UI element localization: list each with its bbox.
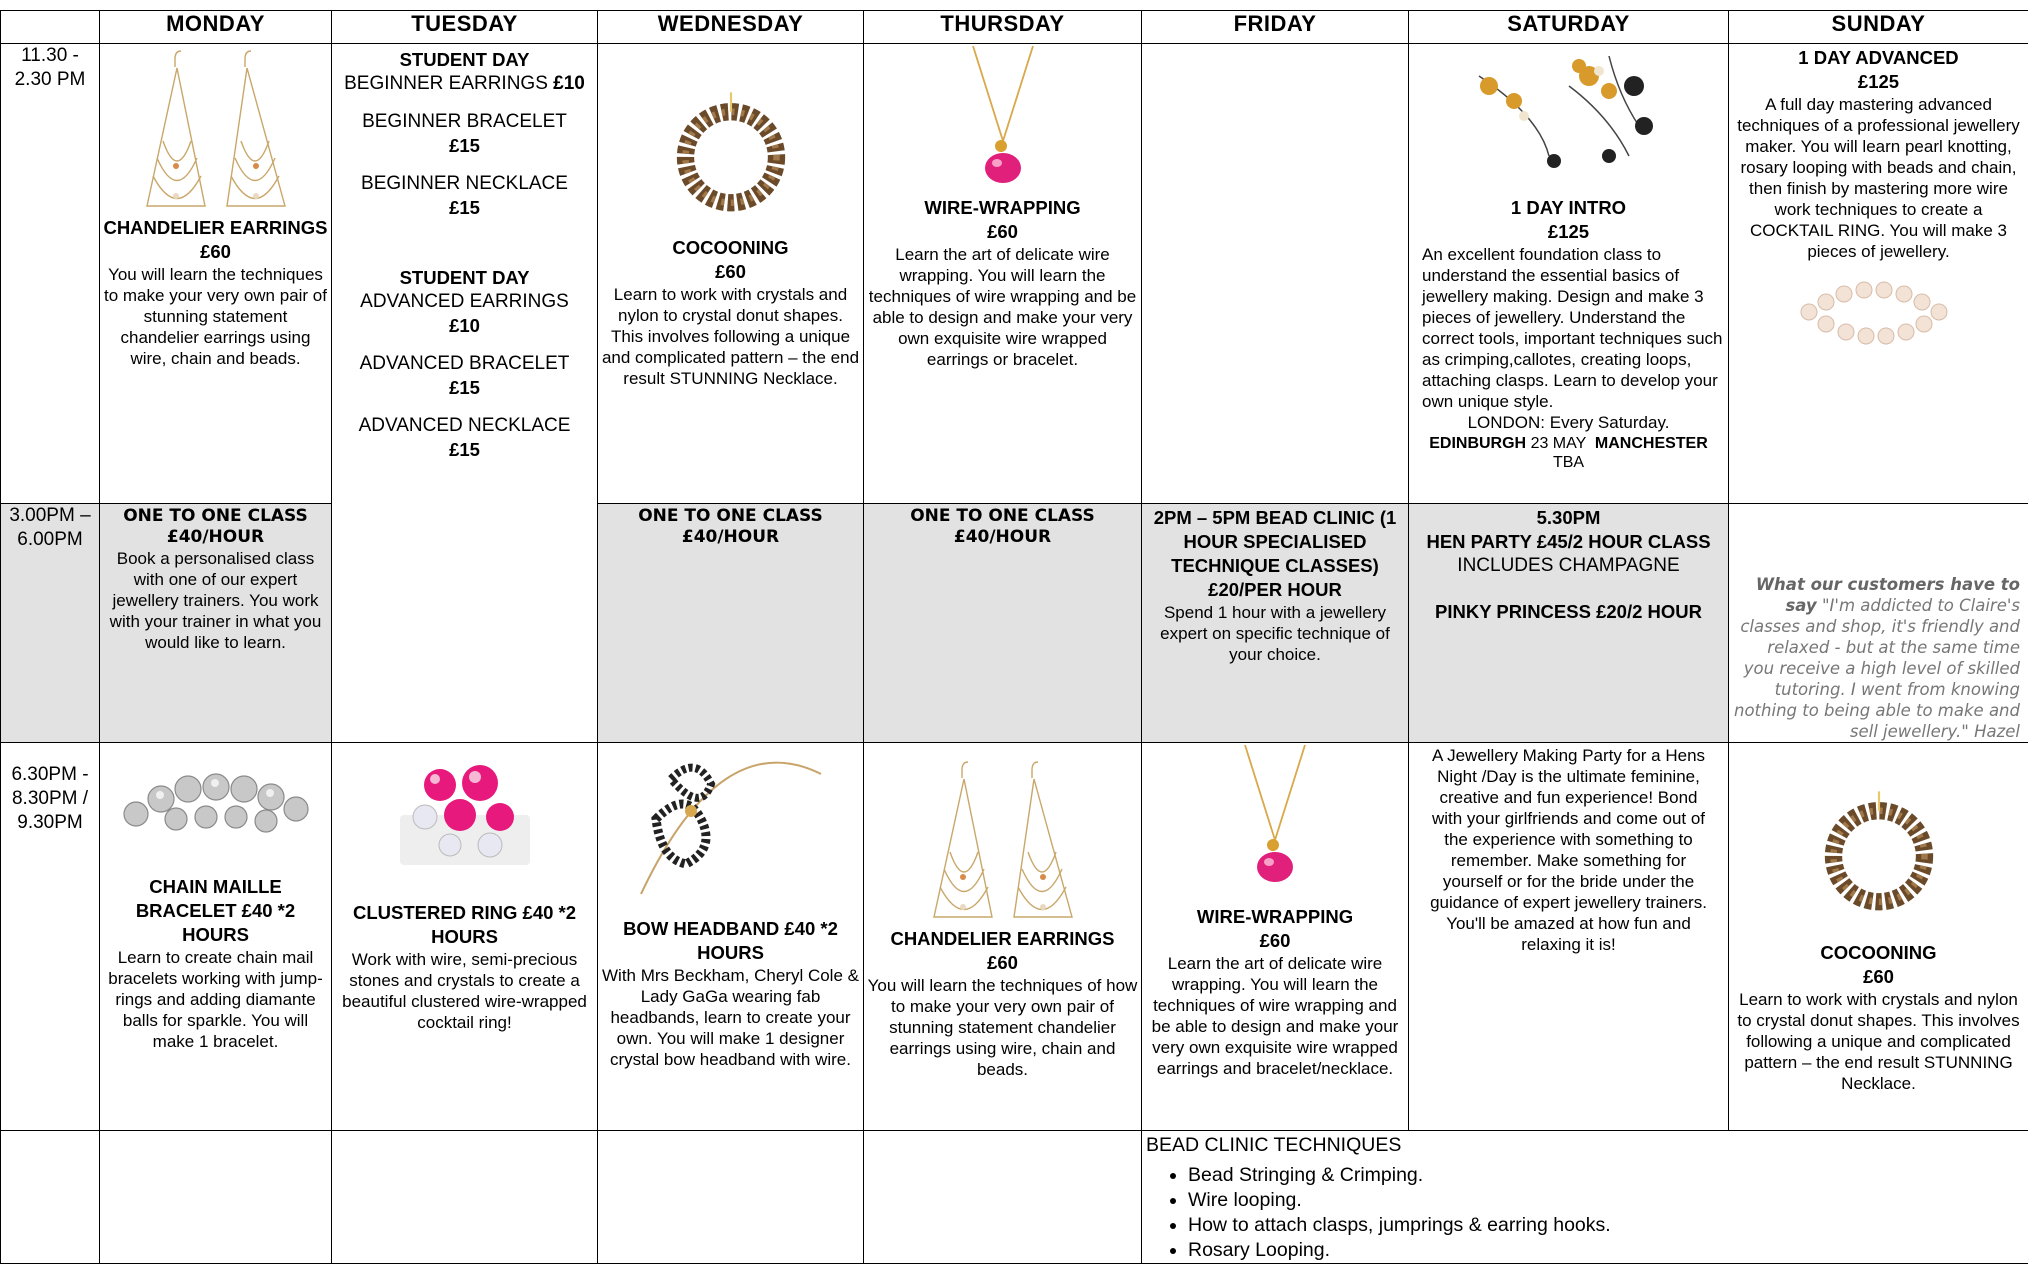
class-description: You will learn the techniques of how to make your very own pair of stunning statement chandelier earrings using wire, chain and beads. — [867, 975, 1138, 1080]
empty-cell — [1, 1131, 100, 1264]
class-description: Spend 1 hour with a jewellery expert on specific technique of your choice. — [1145, 602, 1405, 665]
student-day-heading: STUDENT DAY — [335, 48, 594, 72]
mon-evening-class — [100, 743, 332, 1131]
empty-cell — [332, 1131, 598, 1264]
advanced-necklace-price: £15 — [335, 438, 594, 462]
class-description: Book a personalised class with one of our expert jewellery trainers. You work with your trainer in what you would like to learn. — [103, 548, 328, 653]
edinburgh-date: 23 MAY — [1531, 435, 1586, 452]
class-price: £60 — [601, 260, 860, 284]
class-title: WIRE-WRAPPING — [1145, 905, 1405, 929]
day-header-monday: MONDAY — [100, 11, 332, 44]
wire-wrapped-pendant-image — [1235, 745, 1315, 895]
class-description: An excellent foundation class to understand the essential basics of jewellery making. Design and make 3 pieces of jewellery. Understand the correct tools, important techniques such as crimping,callotes, creating loops, attaching clasps. Learn to develop your own unique style. — [1412, 244, 1725, 412]
thu-afternoon-class — [864, 504, 1142, 743]
beginner-bracelet-price: £15 — [335, 134, 594, 158]
chandelier-earrings-image — [928, 757, 1078, 927]
day-header-thursday: THURSDAY — [864, 11, 1142, 44]
class-timetable — [0, 10, 2028, 1264]
advanced-earrings-label: ADVANCED EARRINGS — [335, 290, 594, 314]
class-subtitle: INCLUDES CHAMPAGNE — [1412, 554, 1725, 578]
pearl-bracelet-image — [1794, 272, 1964, 352]
class-title: CLUSTERED RING £40 *2 HOURS — [335, 901, 594, 949]
manchester-date: TBA — [1412, 454, 1725, 472]
clinic-title: BEAD CLINIC TECHNIQUES — [1142, 1131, 2028, 1159]
sun-morning-class — [1729, 44, 2028, 504]
empty-cell — [864, 1131, 1142, 1264]
corner-cell — [1, 11, 100, 44]
class-description: You will learn the techniques to make your very own pair of stunning statement chandelier earrings using wire, chain and beads. — [103, 264, 328, 369]
pinky-princess-class: PINKY PRINCESS £20/2 HOUR — [1412, 600, 1725, 624]
time-slot-morning: 11.30 - 2.30 PM — [1, 44, 100, 504]
fri-evening-class — [1142, 743, 1409, 1131]
class-description: Learn to work with crystals and nylon to crystal donut shapes. This involves following a unique and complicated pattern – the end result STUNNING Necklace. — [1732, 989, 2025, 1094]
bead-clinic-techniques — [1142, 1131, 2028, 1264]
customer-testimonial — [1729, 504, 2028, 743]
day-header-wednesday: WEDNESDAY — [598, 11, 864, 44]
class-description: Work with wire, semi-precious stones and crystals to create a beautiful clustered wire-wrapped cocktail ring! — [335, 949, 594, 1033]
student-day-heading-advanced: STUDENT DAY — [335, 266, 594, 290]
wed-morning-class — [598, 44, 864, 504]
beginner-earrings-price: £10 — [553, 73, 585, 94]
class-title: CHANDELIER EARRINGS — [867, 927, 1138, 951]
class-price: £60 — [103, 240, 328, 264]
day-header-friday: FRIDAY — [1142, 11, 1409, 44]
class-title: ONE TO ONE CLASS — [601, 506, 860, 527]
class-description: Learn to create chain mail bracelets working with jump-rings and adding diamante balls for sparkle. You will make 1 bracelet. — [103, 947, 328, 1052]
class-price: £60 — [867, 220, 1138, 244]
day-header-saturday: SATURDAY — [1409, 11, 1729, 44]
class-price: £125 — [1732, 70, 2025, 94]
fri-morning-empty — [1142, 44, 1409, 504]
class-title: COCOONING — [601, 236, 860, 260]
testimonial-heading: What our customers have to say — [1756, 575, 2020, 615]
tue-evening-class — [332, 743, 598, 1131]
class-title: CHANDELIER EARRINGS — [103, 216, 328, 240]
beginner-necklace-label: BEGINNER NECKLACE — [335, 172, 594, 196]
class-price: £60 — [867, 951, 1138, 975]
thu-evening-class — [864, 743, 1142, 1131]
mon-afternoon-class — [100, 504, 332, 743]
wed-evening-class — [598, 743, 864, 1131]
class-title: 2PM – 5PM BEAD CLINIC (1 HOUR SPECIALISED TECHNIQUE CLASSES) — [1145, 506, 1405, 578]
beginner-bracelet-label: BEGINNER BRACELET — [335, 110, 594, 134]
chandelier-earrings-image — [141, 46, 291, 216]
thu-morning-class — [864, 44, 1142, 504]
time-slot-evening: 6.30PM - 8.30PM / 9.30PM — [1, 743, 100, 1131]
bead-jewellery-image — [1459, 46, 1679, 196]
class-price: £40/HOUR — [601, 527, 860, 548]
chain-maille-bracelet-image — [116, 759, 316, 849]
advanced-bracelet-label: ADVANCED BRACELET — [335, 352, 594, 376]
class-title: BOW HEADBAND £40 *2 HOURS — [601, 917, 860, 965]
class-price: £125 — [1412, 220, 1725, 244]
sun-evening-class — [1729, 743, 2028, 1131]
class-title: ONE TO ONE CLASS — [103, 506, 328, 527]
mon-morning-class — [100, 44, 332, 504]
clinic-technique-list — [1168, 1163, 2028, 1263]
class-price: £40/HOUR — [103, 527, 328, 548]
class-title: WIRE-WRAPPING — [867, 196, 1138, 220]
clustered-ring-image — [380, 745, 550, 875]
list-item: • How to attach clasps, jumprings & earring hooks. — [1188, 1213, 2028, 1238]
sat-hen-party — [1409, 504, 1729, 743]
class-price: £40/HOUR — [867, 527, 1138, 548]
testimonial-text: "I'm addicted to Claire's classes and shop, it's friendly and relaxed - but at the same time you receive a high level of skilled tutoring. I went from knowing nothing to being able to make and sell jewellery." Hazel — [1734, 596, 2020, 741]
edinburgh-label: EDINBURGH — [1429, 435, 1526, 452]
class-description: Learn the art of delicate wire wrapping. You will learn the techniques of wire wrapping and be able to design and make your very own exquisite wire wrapped earrings or bracelet. — [867, 244, 1138, 370]
class-price: £60 — [1145, 929, 1405, 953]
class-description: With Mrs Beckham, Cheryl Cole & Lady GaGa wearing fab headbands, learn to create your own. You will make 1 designer crystal bow headband with wire. — [601, 965, 860, 1070]
manchester-label: MANCHESTER — [1595, 435, 1708, 452]
class-price: £20/PER HOUR — [1145, 578, 1405, 602]
class-title: 1 DAY ADVANCED — [1732, 46, 2025, 70]
fri-bead-clinic — [1142, 504, 1409, 743]
day-header-sunday: SUNDAY — [1729, 11, 2028, 44]
class-title: ONE TO ONE CLASS — [867, 506, 1138, 527]
sat-morning-class — [1409, 44, 1729, 504]
class-title: CHAIN MAILLE BRACELET £40 *2 HOURS — [103, 875, 328, 947]
class-price: £60 — [1732, 965, 2025, 989]
day-header-tuesday: TUESDAY — [332, 11, 598, 44]
advanced-necklace-label: ADVANCED NECKLACE — [335, 414, 594, 438]
cocooning-necklace-image — [1814, 745, 1944, 935]
wire-wrapped-pendant-image — [963, 46, 1043, 196]
list-item: • Bead Stringing & Crimping. — [1188, 1163, 2028, 1188]
class-title: 1 DAY INTRO — [1412, 196, 1725, 220]
list-item: • Wire looping. — [1188, 1188, 2028, 1213]
advanced-bracelet-price: £15 — [335, 376, 594, 400]
class-title: HEN PARTY £45/2 HOUR CLASS — [1412, 530, 1725, 554]
wed-afternoon-class — [598, 504, 864, 743]
beginner-earrings-label: BEGINNER EARRINGS — [344, 73, 548, 94]
class-description: Learn to work with crystals and nylon to crystal donut shapes. This involves following a unique and complicated pattern – the end result STUNNING Necklace. — [601, 284, 860, 389]
class-description: Learn the art of delicate wire wrapping. You will learn the techniques of wire wrapping and be able to design and make your very own exquisite wire wrapped earrings and bracelet/necklace. — [1145, 953, 1405, 1079]
class-description: A full day mastering advanced techniques of a professional jewellery maker. You will learn pearl knotting, rosary looping with beads and chain, then finish by mastering more wire work techniques to create a COCKTAIL RING. You will make 3 pieces of jewellery. — [1732, 94, 2025, 262]
class-description: A Jewellery Making Party for a Hens Night /Day is the ultimate feminine, creative and fun experience! Bond with your girlfriends and come out of the experience with something to remember. Make something for yourself or for the bride under the guidance of expert jewellery trainers. You'll be amazed at how fun and relaxing it is! — [1425, 745, 1712, 955]
time-slot-afternoon: 3.00PM – 6.00PM — [1, 504, 100, 743]
london-dates: LONDON: Every Saturday. — [1412, 412, 1725, 433]
bow-headband-image — [631, 749, 831, 899]
advanced-earrings-price: £10 — [335, 314, 594, 338]
tue-student-day — [332, 44, 598, 743]
cocooning-necklace-image — [666, 46, 796, 236]
class-title: COCOONING — [1732, 941, 2025, 965]
list-item: • Rosary Looping. — [1188, 1238, 2028, 1263]
sat-evening-description — [1409, 743, 1729, 1131]
beginner-necklace-price: £15 — [335, 196, 594, 220]
class-time: 5.30PM — [1412, 506, 1725, 530]
empty-cell — [598, 1131, 864, 1264]
empty-cell — [100, 1131, 332, 1264]
